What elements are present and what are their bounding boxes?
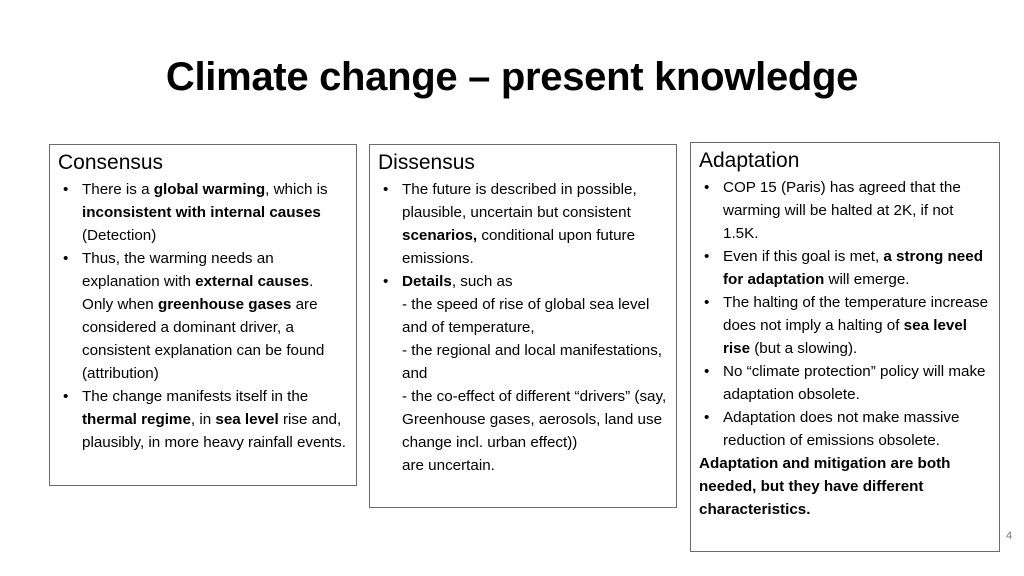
- dissensus-heading: Dissensus: [378, 151, 475, 174]
- dissensus-item-2: • Details, such as - the speed of rise of global sea level and of temperature, - the regional and local manifestations, and - the co-effect of different “drivers” (say, Greenhouse gases, aerosols, land use change incl. urban effect)) are uncertain.: [378, 270, 668, 477]
- dissensus-box: [369, 144, 677, 508]
- adaptation-heading: Adaptation: [699, 149, 800, 172]
- dissensus-sub-line-4: are uncertain.: [402, 457, 495, 474]
- adaptation-item-3: • The halting of the temperature increase does not imply a halting of sea level rise (but a slowing).: [699, 291, 991, 360]
- dissensus-item-1: • The future is described in possible, plausible, uncertain but consistent scenarios, conditional upon future emissions.: [378, 178, 668, 270]
- adaptation-item-4: • No “climate protection” policy will make adaptation obsolete.: [699, 360, 991, 406]
- slide-title: Climate change – present knowledge: [165, 55, 859, 99]
- adaptation-item-2: • Even if this goal is met, a strong need for adaptation will emerge.: [699, 245, 991, 291]
- dissensus-sub-line-1: - the speed of rise of global sea level and of temperature,: [402, 296, 650, 336]
- consensus-item-2: • Thus, the warming needs an explanation with external causes. Only when greenhouse gases are considered a dominant driver, a consistent explanation can be found (attribution): [58, 247, 348, 385]
- adaptation-item-5: • Adaptation does not make massive reduction of emissions obsolete.: [699, 406, 991, 452]
- adaptation-item-1: • COP 15 (Paris) has agreed that the warming will be halted at 2K, if not 1.5K.: [699, 176, 991, 245]
- adaptation-list: [699, 176, 991, 452]
- page-number: 4: [1006, 530, 1013, 542]
- dissensus-sub-line-3: - the co-effect of different “drivers” (say, Greenhouse gases, aerosols, land use change incl. urban effect)): [402, 388, 667, 451]
- consensus-item-1: • There is a global warming, which is inconsistent with internal causes (Detection): [58, 178, 348, 247]
- adaptation-box: [690, 142, 1000, 552]
- dissensus-list: [378, 178, 668, 477]
- consensus-list: [58, 178, 348, 454]
- consensus-heading: Consensus: [58, 151, 164, 174]
- adaptation-closing-statement: Adaptation and mitigation are both needed, but they have different characteristics.: [699, 455, 951, 518]
- consensus-box: [49, 144, 357, 486]
- dissensus-sub-line-2: - the regional and local manifestations, and: [402, 342, 663, 382]
- consensus-item-3: • The change manifests itself in the thermal regime, in sea level rise and, plausibly, in more heavy rainfall events.: [58, 385, 348, 454]
